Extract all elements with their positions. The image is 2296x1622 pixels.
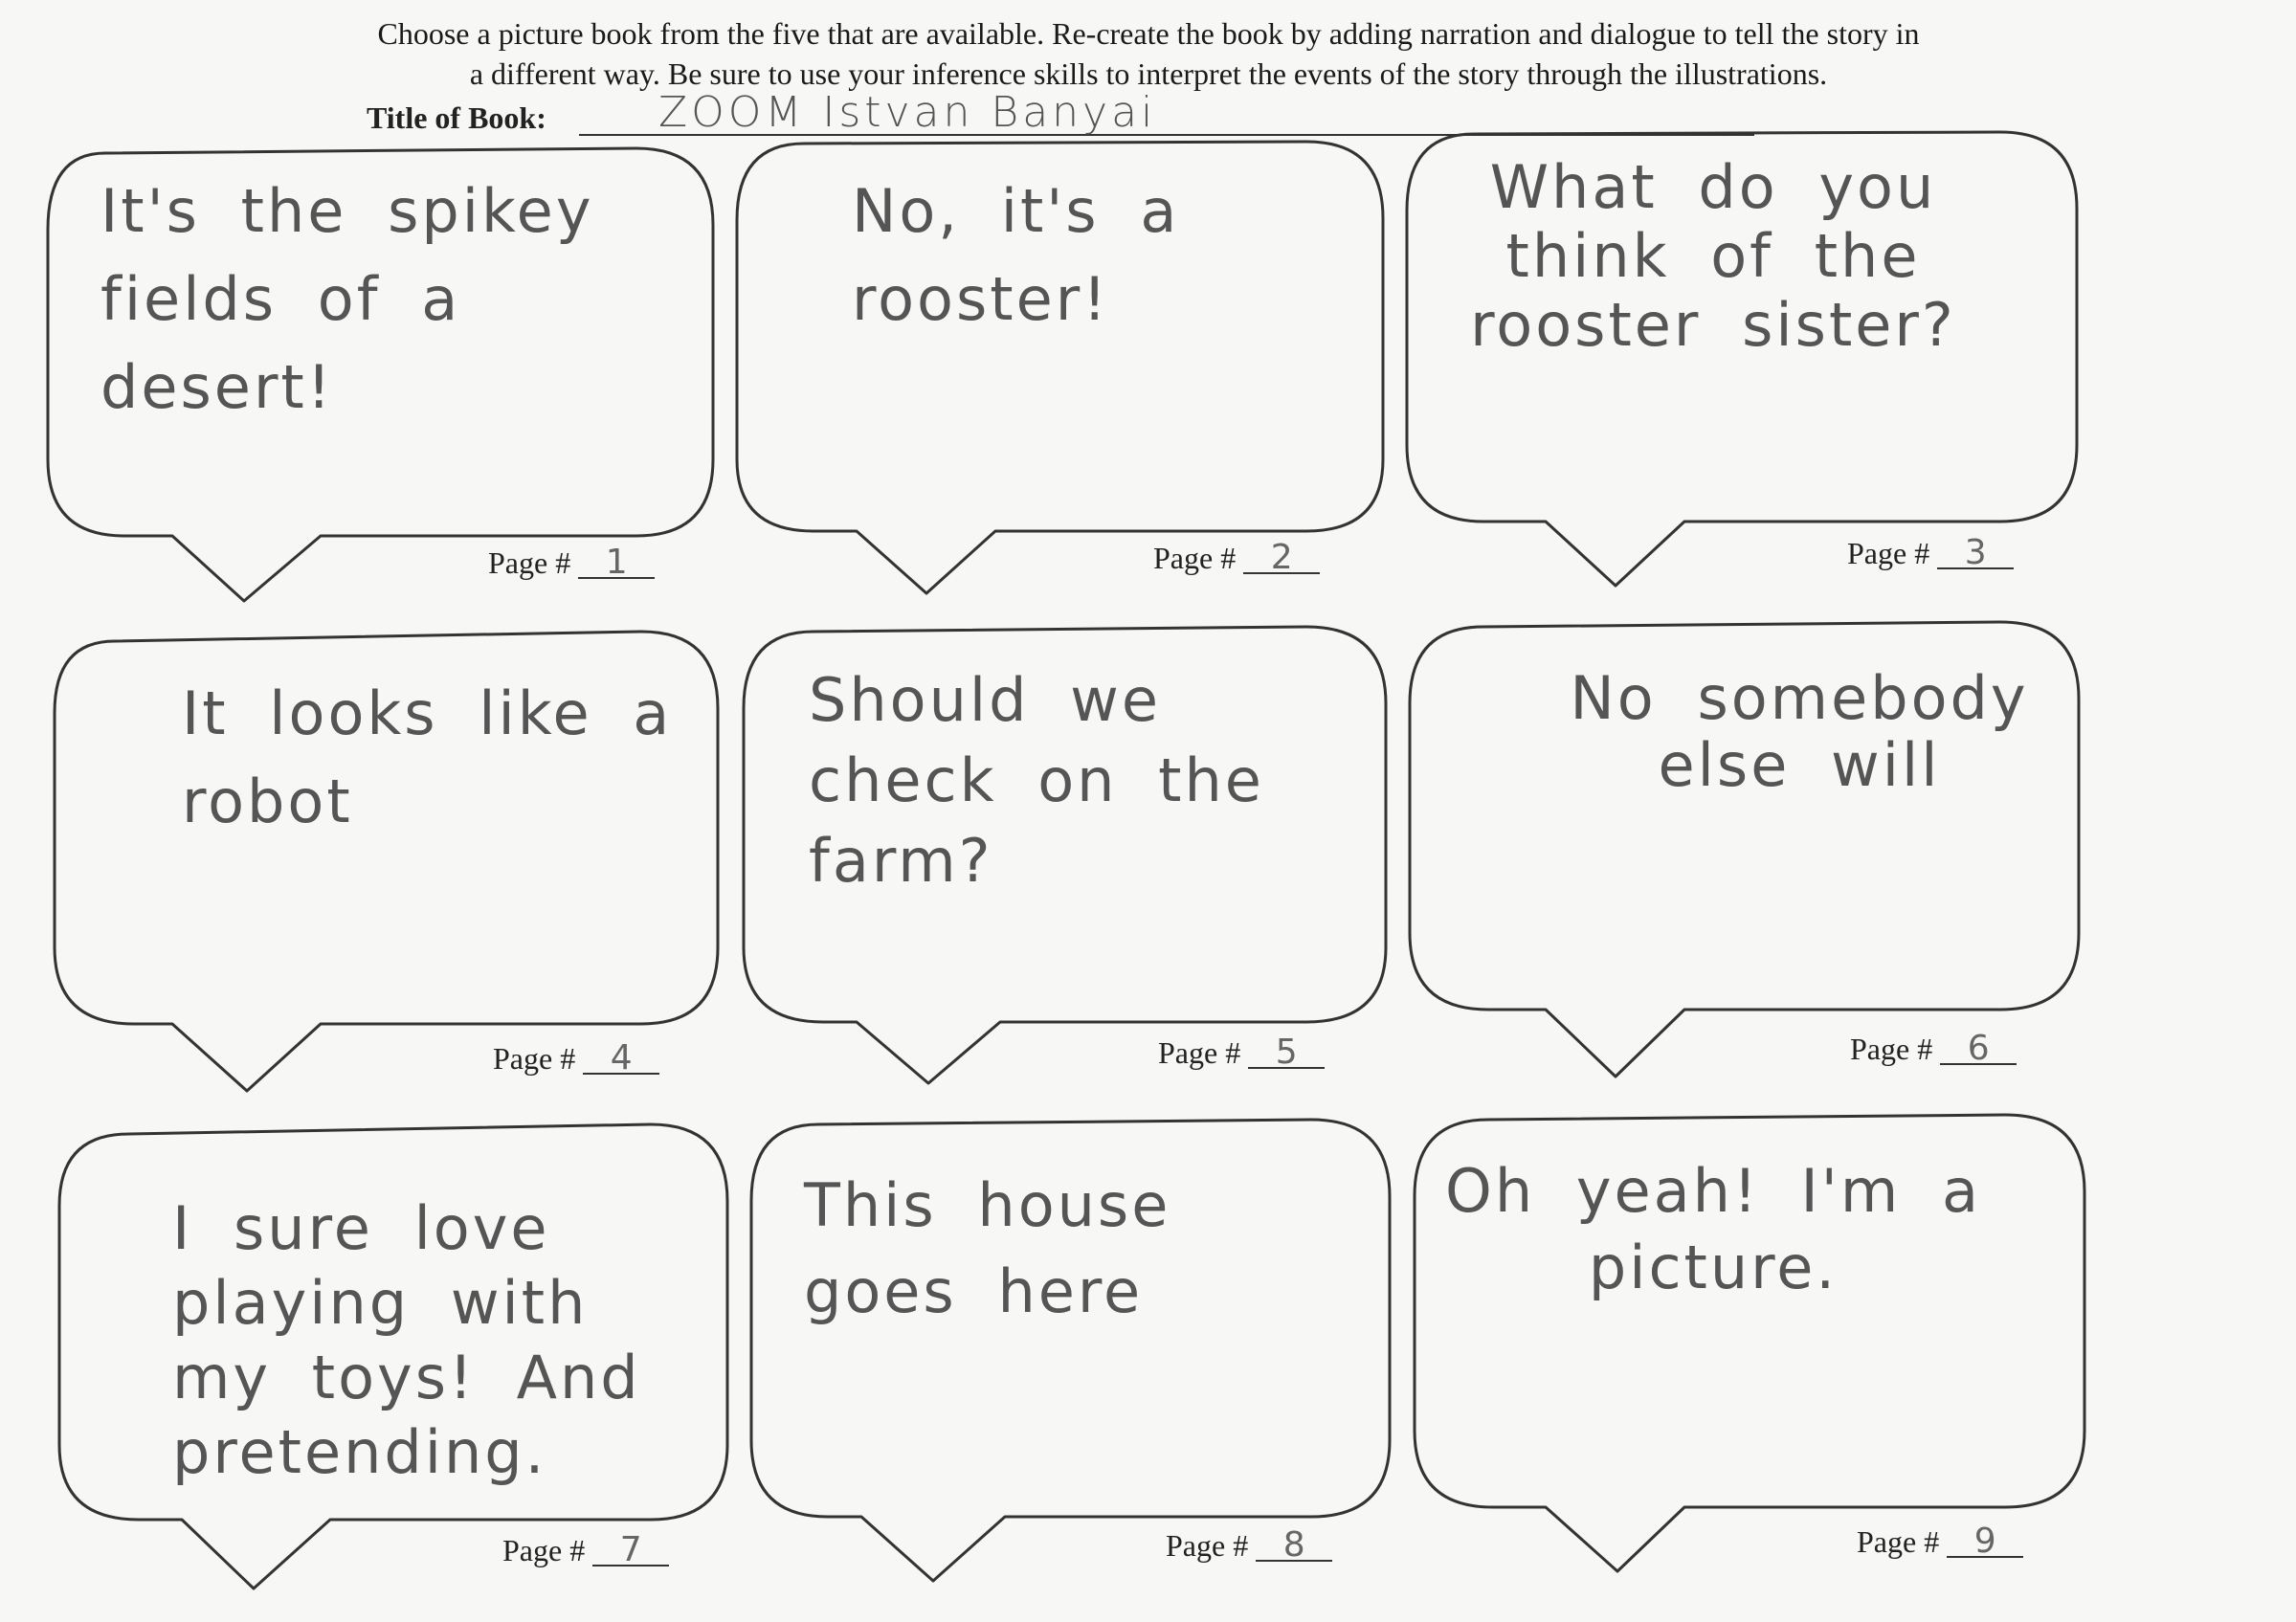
page-field-5 (1158, 1035, 1325, 1071)
page-number[interactable]: 9 (1947, 1527, 2023, 1558)
page-label: Page # (493, 1041, 576, 1076)
bubble-text-5[interactable]: Should we check on the farm? (809, 665, 1264, 896)
title-value[interactable]: ZOOM Istvan Banyai (658, 88, 1157, 137)
page-field-3 (1847, 533, 2014, 572)
page-number[interactable]: 8 (1256, 1531, 1332, 1562)
title-label: Title of Book: (367, 100, 546, 135)
page-field-1 (488, 545, 655, 581)
bubble-text-6[interactable]: No somebody else will (1570, 663, 2029, 800)
page-number[interactable]: 1 (578, 548, 655, 579)
instructions-line-2: a different way. Be sure to use your inference skills to interpret the events of the story through the illustrations. (469, 56, 1828, 91)
instructions (144, 13, 2153, 94)
bubble-text-8[interactable]: This house goes here (804, 1170, 1171, 1326)
bubble-text-9[interactable]: Oh yeah! I'm a picture. (1445, 1156, 1981, 1302)
page-field-8 (1166, 1525, 1332, 1565)
bubble-text-3[interactable]: What do you think of the rooster sister? (1470, 152, 1956, 360)
page-label: Page # (1850, 1032, 1933, 1066)
page-number[interactable]: 7 (592, 1536, 669, 1566)
instructions-line-1: Choose a picture book from the five that are available. Re-create the book by adding narration and dialogue to tell the story in (377, 16, 1920, 51)
page-field-2 (1153, 538, 1320, 577)
page-number[interactable]: 6 (1940, 1034, 2017, 1065)
page-label: Page # (488, 545, 571, 580)
page-field-6 (1850, 1029, 2017, 1068)
bubble-text-2[interactable]: No, it's a rooster! (852, 176, 1180, 334)
page-label: Page # (1153, 541, 1237, 575)
page-label: Page # (502, 1533, 586, 1567)
page-number[interactable]: 5 (1248, 1038, 1325, 1069)
page-number[interactable]: 3 (1937, 539, 2014, 569)
page-field-9 (1857, 1524, 2023, 1560)
page-label: Page # (1166, 1528, 1249, 1563)
bubble-text-7[interactable]: I sure love playing with my toys! And pretending. (172, 1193, 641, 1487)
page-field-7 (502, 1530, 669, 1569)
bubble-text-4[interactable]: It looks like a robot (182, 678, 673, 836)
bubble-text-1[interactable]: It's the spikey fields of a desert! (100, 176, 594, 422)
page-label: Page # (1158, 1035, 1241, 1070)
page-label: Page # (1847, 536, 1930, 570)
page-number[interactable]: 4 (583, 1044, 659, 1075)
title-row (367, 88, 1764, 144)
page-label: Page # (1857, 1524, 1940, 1559)
page-number[interactable]: 2 (1243, 544, 1320, 574)
page-field-4 (493, 1038, 659, 1078)
